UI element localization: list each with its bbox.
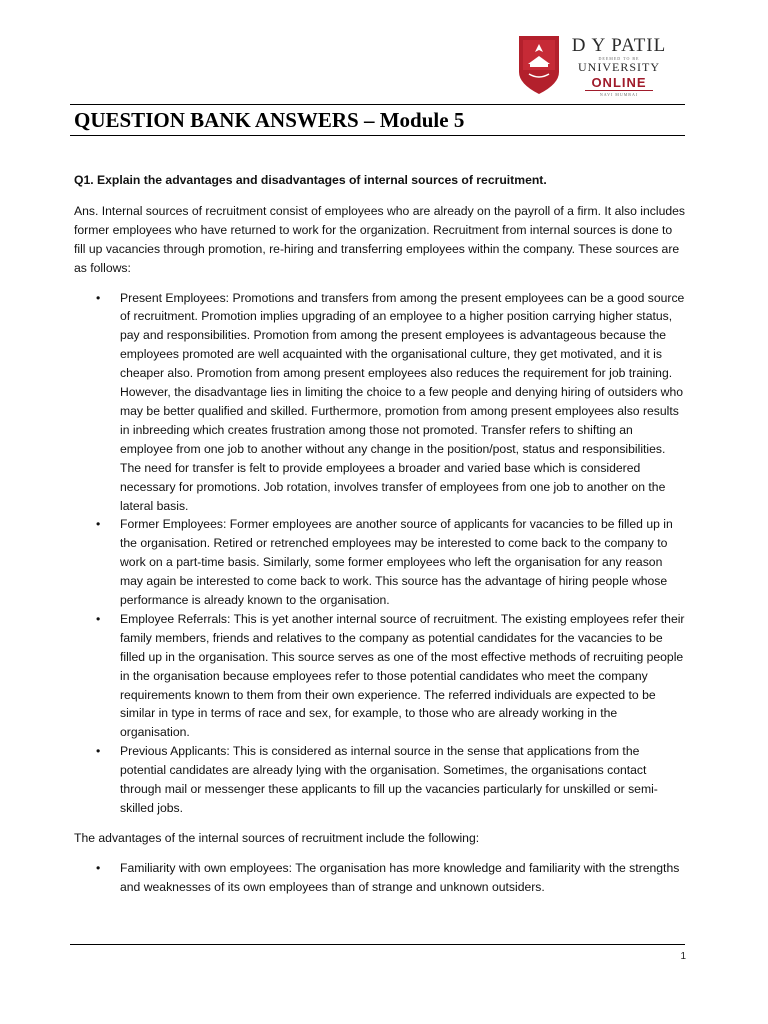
- university-logo: [517, 34, 672, 96]
- sources-list: [74, 289, 686, 818]
- logo-wordmark: [565, 36, 673, 98]
- logo-line-1: D Y PATIL: [571, 35, 667, 56]
- shield-emblem-icon: [517, 34, 561, 96]
- answer-intro: Ans. Internal sources of recruitment consist of employees who are already on the payroll of a firm. It also includes former employees who have returned to work for the organization. Recruitment from internal sources is done to fill up vacancies through promotion, re-hiring and transferring employees within the company. These sources are as follows:: [74, 203, 686, 275]
- document-body: [74, 171, 686, 897]
- list-item: • Previous Applicants: This is considered as internal source in the sense that applications from the potential candidates are already lying with the organisation. Sometimes, the organisations contact through mail or messenger these applicants to fill up the vacancies particularly for unskilled or semi-skilled jobs.: [74, 742, 686, 818]
- logo-line-2: DEEMED TO BE: [598, 56, 640, 61]
- logo-line-4: ONLINE: [585, 76, 652, 91]
- advantages-intro: The advantages of the internal sources of recruitment include the following:: [74, 830, 480, 845]
- logo-line-5: NAVI MUMBAI: [599, 92, 639, 97]
- page-number: 1: [680, 951, 686, 962]
- list-item: • Former Employees: Former employees are another source of applicants for vacancies to be filled up in the organisation. Retired or retrenched employees may be interested to come back to the company to work on a part-time basis. Similarly, some former employees who left the organisation for any reason may again be interested to come back to work. This source has the advantage of hiring people whose performance is already known to the organisation.: [74, 515, 686, 610]
- question-heading: Q1. Explain the advantages and disadvantages of internal sources of recruitment.: [74, 173, 547, 187]
- footer-rule: [70, 944, 685, 945]
- page-title: QUESTION BANK ANSWERS – Module 5: [74, 108, 465, 132]
- list-item: • Familiarity with own employees: The organisation has more knowledge and familiarity with the strengths and weaknesses of its own employees than of strange and unknown outsiders.: [74, 859, 686, 897]
- header-bottom-rule: [70, 135, 685, 136]
- list-item: • Employee Referrals: This is yet another internal source of recruitment. The existing employees refer their family members, friends and relatives to the company as potential candidates for the vacancies to be filled up in the organisation. This source serves as one of the most effective methods of recruiting people in the organisation because employees refer to those potential candidates who meet the company requirements known to them from their own experience. The referred individuals are expected to be similar in type in terms of race and sex, for example, to those who are already working in the organisation.: [74, 610, 686, 742]
- list-item: • Present Employees: Promotions and transfers from among the present employees can be a good source of recruitment. Promotion implies upgrading of an employee to a higher position carrying higher status, pay and responsibilities. Promotion from among the present employees is advantageous because the employees promoted are well acquainted with the organisational culture, they get motivated, and it is cheaper also. Promotion from among present employees also reduces the requirement for job training. However, the disadvantage lies in limiting the choice to a few people and denying hiring of outsiders who may be better qualified and skilled. Furthermore, promotion from among present employees also results in inbreeding which creates frustration among those not promoted. Transfer refers to shifting an employee from one job to another without any change in the position/post, status and responsibilities. The need for transfer is felt to provide employees a broader and varied base which is considered necessary for promotions. Job rotation, involves transfer of employees from one job to another on the lateral basis.: [74, 289, 686, 516]
- header-top-rule: [70, 104, 685, 105]
- logo-line-3: UNIVERSITY: [578, 60, 660, 74]
- advantages-list: [74, 859, 686, 897]
